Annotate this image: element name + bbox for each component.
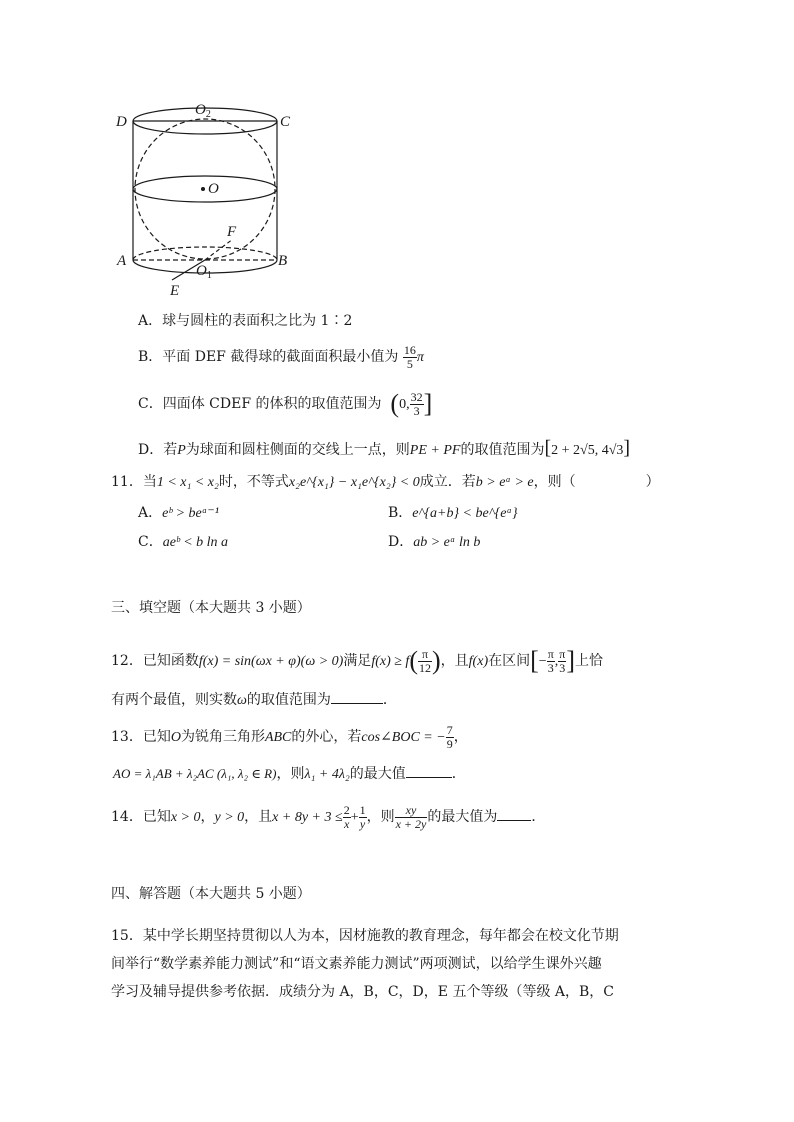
label-o2: $O_2$ [195,102,211,120]
label-d: D [116,114,127,130]
answer-blank[interactable] [497,820,531,821]
label-o: O [208,181,219,197]
q10-option-d: D．若P为球面和圆柱侧面的交线上一点，则PE + PF的取值范围为[2 + 2√5, 4√3] [138,437,631,459]
q15-line3: 学习及辅导提供参考依据．成绩分为 A，B，C，D，E 五个等级（等级 A，B，C [111,984,615,1000]
answer-blank[interactable] [406,777,452,778]
q14-line: 14．已知x > 0，y > 0，且x + 8y + 3 ≤ $\frac{2}{x}$ + $\frac{1}{y}$ ，则 $\frac{xy}{x + 2y}$ 的最大值为 ． [111,802,546,831]
label-f: F [227,224,237,240]
q15-line2: 间举行“数学素养能力测试”和“语文素养能力测试”两项测试，以给学生课外兴趣 [111,956,602,972]
label-o1: $O_1$ [196,263,212,281]
q13-line1: 13．已知O为锐角三角形ABC的外心，若cos∠BOC = − $\frac{7}{9}$ ， [111,722,468,751]
q11-stem: 11．当1 < x₁ < x₂时，不等式x₂e^{x₁} − x₁e^{x₂} < 0成立．若b > eᵃ > e，则（ ） [111,474,660,490]
label-e: E [170,283,180,299]
q12-line1: 12．已知函数f(x) = sin(ωx + φ)(ω > 0)满足f(x) ≥ f( $\frac{\pi}{12}$ )，且f(x)在区间[− $\frac{\pi}{3}$ , $\frac{\pi}{3}$ ]上恰 [111,646,603,675]
bottom-ellipse-back [133,247,277,260]
q15-line1: 15．某中学长期坚持贯彻以人为本，因材施教的教育理念，每年都会在校文化节期 [111,928,619,944]
q11-option-d: D．ab > eᵃ ln b [388,534,481,550]
label-c: C [280,114,291,130]
cylinder-sphere-figure [110,95,310,305]
section-heading-fill-in: 三、填空题（本大题共 3 小题） [111,600,311,616]
q10-option-c: C．四面体 CDEF 的体积的取值范围为 (0, $\frac{32}{3}$ ] [138,389,433,418]
q10-option-b: B．平面 DEF 截得球的截面面积最小值为 $\frac{16}{5}$ π [138,342,424,371]
label-a: A [117,253,127,269]
q11-option-c: C．aeᵇ < b ln a [138,534,229,550]
q13-line2: AO = λ₁AB + λ₂AC (λ₁, λ₂ ∈ R)，则λ₁ + 4λ₂的最大值 ． [113,766,466,782]
center-point-o [201,187,205,191]
q12-line2: 有两个最值，则实数ω的取值范围为 ． [111,692,397,708]
q11-option-b: B．e^{a+b} < be^{eᵃ} [388,505,518,521]
q10-option-a: A．球与圆柱的表面积之比为 1∶2 [138,313,353,329]
label-b: B [278,253,288,269]
q11-option-a: A．eᵇ > beᵃ⁻¹ [138,505,219,521]
section-heading-solutions: 四、解答题（本大题共 5 小题） [111,886,311,902]
answer-blank[interactable] [331,703,383,704]
segment-ef-dashed [205,239,233,260]
fraction-16-5: $\frac{16}{5}$ [403,342,416,371]
